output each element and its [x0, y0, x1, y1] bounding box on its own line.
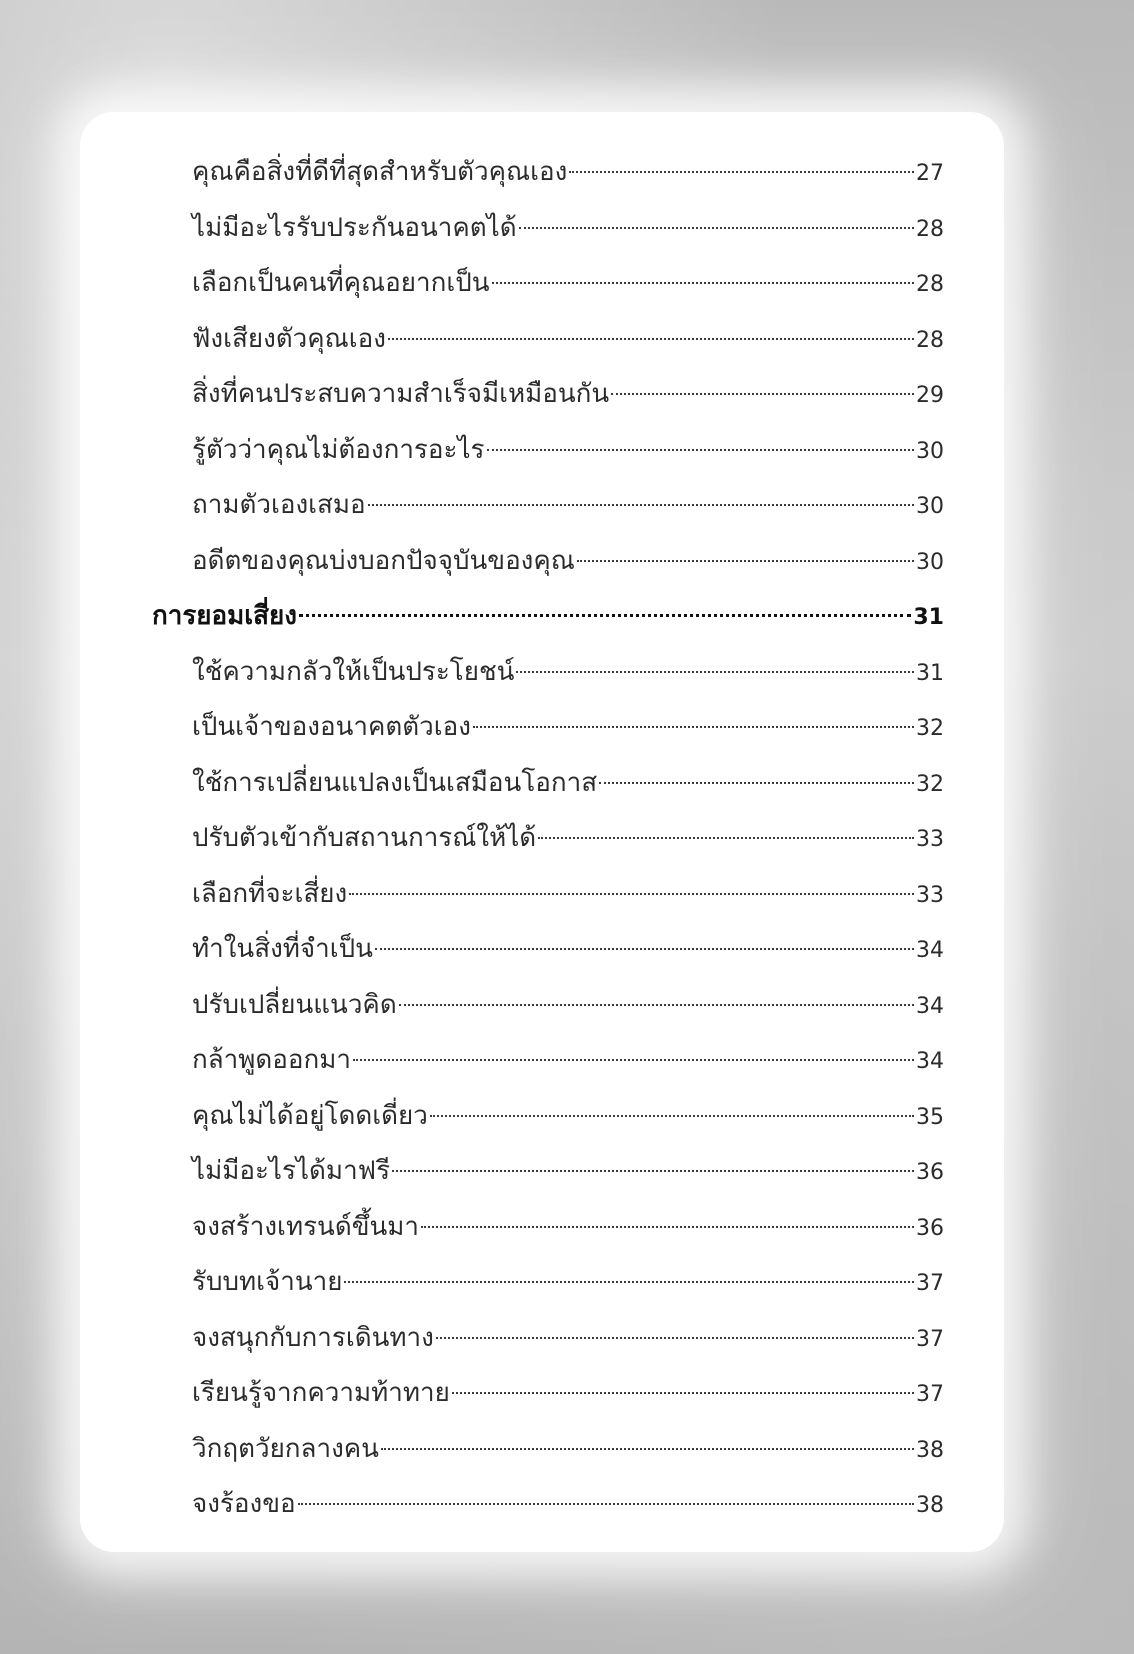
- toc-entry-page-number: 38: [916, 1437, 944, 1463]
- toc-entry-title: ใช้การเปลี่ยนแปลงเป็นเสมือนโอกาส: [192, 767, 598, 798]
- toc-entry: [152, 1200, 944, 1256]
- toc-entry-page-number: 28: [916, 216, 944, 242]
- dot-leader: [538, 837, 914, 839]
- toc-entry-title: รู้ตัวว่าคุณไม่ต้องการอะไร: [192, 434, 485, 465]
- dot-leader: [381, 1448, 914, 1450]
- toc-entry-page-number: 37: [916, 1326, 944, 1352]
- toc-entry-page-number: 36: [916, 1160, 944, 1185]
- toc-entry: [152, 978, 944, 1034]
- dot-leader: [388, 338, 914, 340]
- toc-entry-page-number: 36: [916, 1215, 944, 1241]
- toc-entry-page-number: 32: [916, 716, 944, 741]
- toc-entry: [152, 201, 944, 257]
- table-of-contents: [152, 145, 944, 1533]
- toc-entry-title: กล้าพูดออกมา: [192, 1045, 352, 1075]
- toc-entry-title: ทำในสิ่งที่จำเป็น: [192, 934, 373, 964]
- dot-leader: [298, 1503, 914, 1505]
- toc-entry-title: ไม่มีอะไรได้มาฟรี: [192, 1156, 391, 1186]
- dot-leader: [349, 893, 914, 895]
- dot-leader: [344, 1281, 914, 1283]
- dot-leader: [519, 227, 914, 229]
- dot-leader: [452, 1392, 914, 1394]
- dot-leader: [368, 504, 914, 506]
- toc-entry: [152, 367, 944, 423]
- toc-entry-title: คุณคือสิ่งที่ดีที่สุดสำหรับตัวคุณเอง: [192, 157, 568, 187]
- toc-entry-page-number: 35: [916, 1104, 944, 1130]
- toc-entry-page-number: 28: [916, 327, 944, 353]
- dot-leader: [375, 948, 914, 950]
- toc-entry-title: ฟังเสียงตัวคุณเอง: [192, 323, 386, 354]
- toc-entry: [152, 1422, 944, 1478]
- toc-entry: [152, 478, 944, 534]
- toc-entry-page-number: 34: [916, 938, 944, 963]
- dot-leader: [599, 782, 914, 784]
- dot-leader: [473, 726, 914, 728]
- toc-section-heading: [152, 589, 944, 645]
- toc-entry-title: เป็นเจ้าของอนาคตตัวเอง: [192, 712, 471, 742]
- toc-entry: [152, 1089, 944, 1145]
- toc-entry: [152, 312, 944, 368]
- document-page: [80, 112, 1004, 1552]
- dot-leader: [569, 171, 914, 173]
- toc-entry-title: อดีตของคุณบ่งบอกปัจจุบันของคุณ: [192, 545, 575, 576]
- dot-leader: [487, 449, 915, 451]
- toc-entry-title: จงสนุกกับการเดินทาง: [192, 1322, 434, 1353]
- toc-entry-title: เลือกที่จะเสี่ยง: [192, 878, 348, 909]
- dot-leader: [353, 1059, 914, 1061]
- toc-entry: [152, 145, 944, 201]
- toc-entry-title: ใช้ความกลัวให้เป็นประโยชน์: [192, 656, 515, 687]
- toc-entry-page-number: 37: [916, 1271, 944, 1296]
- toc-entry-title: เลือกเป็นคนที่คุณอยากเป็น: [192, 268, 490, 298]
- toc-entry-title: การยอมเสี่ยง: [152, 601, 297, 631]
- toc-entry-page-number: 28: [916, 272, 944, 297]
- dot-leader: [611, 393, 914, 395]
- toc-entry-page-number: 32: [916, 771, 944, 797]
- toc-entry: [152, 256, 944, 312]
- toc-entry: [152, 756, 944, 812]
- dot-leader: [299, 614, 911, 617]
- toc-entry-page-number: 31: [913, 605, 944, 630]
- toc-entry: [152, 645, 944, 701]
- toc-entry-page-number: 27: [916, 161, 944, 186]
- toc-entry: [152, 1477, 944, 1533]
- toc-entry-page-number: 30: [916, 494, 944, 519]
- toc-entry-page-number: 34: [916, 1049, 944, 1074]
- dot-leader: [392, 1170, 914, 1172]
- toc-entry-title: คุณไม่ได้อยู่โดดเดี่ยว: [192, 1100, 428, 1131]
- toc-entry: [152, 1033, 944, 1089]
- toc-entry-page-number: 30: [916, 549, 944, 575]
- toc-entry-title: เรียนรู้จากความท้าทาย: [192, 1378, 450, 1408]
- toc-entry: [152, 811, 944, 867]
- toc-entry-page-number: 33: [916, 882, 944, 908]
- toc-entry-title: ปรับเปลี่ยนแนวคิด: [192, 989, 397, 1020]
- toc-entry-page-number: 38: [916, 1493, 944, 1518]
- dot-leader: [516, 671, 914, 673]
- toc-entry-title: สิ่งที่คนประสบความสำเร็จมีเหมือนกัน: [192, 379, 610, 409]
- toc-entry: [152, 1144, 944, 1200]
- toc-entry: [152, 700, 944, 756]
- toc-entry: [152, 1255, 944, 1311]
- toc-entry-title: จงสร้างเทรนด์ขึ้นมา: [192, 1211, 419, 1242]
- toc-entry-page-number: 33: [916, 827, 944, 852]
- toc-entry-title: วิกฤตวัยกลางคน: [192, 1433, 379, 1464]
- toc-entry-title: ปรับตัวเข้ากับสถานการณ์ให้ได้: [192, 823, 537, 853]
- toc-entry-title: จงร้องขอ: [192, 1489, 296, 1519]
- dot-leader: [421, 1226, 914, 1228]
- toc-entry: [152, 423, 944, 479]
- toc-entry-title: ไม่มีอะไรรับประกันอนาคตได้: [192, 212, 517, 243]
- toc-entry-page-number: 34: [916, 993, 944, 1019]
- dot-leader: [430, 1115, 914, 1117]
- toc-entry: [152, 1366, 944, 1422]
- dot-leader: [436, 1337, 914, 1339]
- dot-leader: [577, 560, 914, 562]
- toc-entry: [152, 534, 944, 590]
- toc-entry-page-number: 31: [916, 660, 944, 686]
- dot-leader: [492, 282, 914, 284]
- dot-leader: [399, 1004, 914, 1006]
- toc-entry-page-number: 29: [916, 383, 944, 408]
- toc-entry: [152, 1311, 944, 1367]
- toc-entry-title: ถามตัวเองเสมอ: [192, 490, 366, 520]
- toc-entry-title: รับบทเจ้านาย: [192, 1267, 343, 1297]
- toc-entry-page-number: 30: [916, 438, 944, 464]
- toc-entry: [152, 867, 944, 923]
- toc-entry: [152, 922, 944, 978]
- toc-entry-page-number: 37: [916, 1382, 944, 1407]
